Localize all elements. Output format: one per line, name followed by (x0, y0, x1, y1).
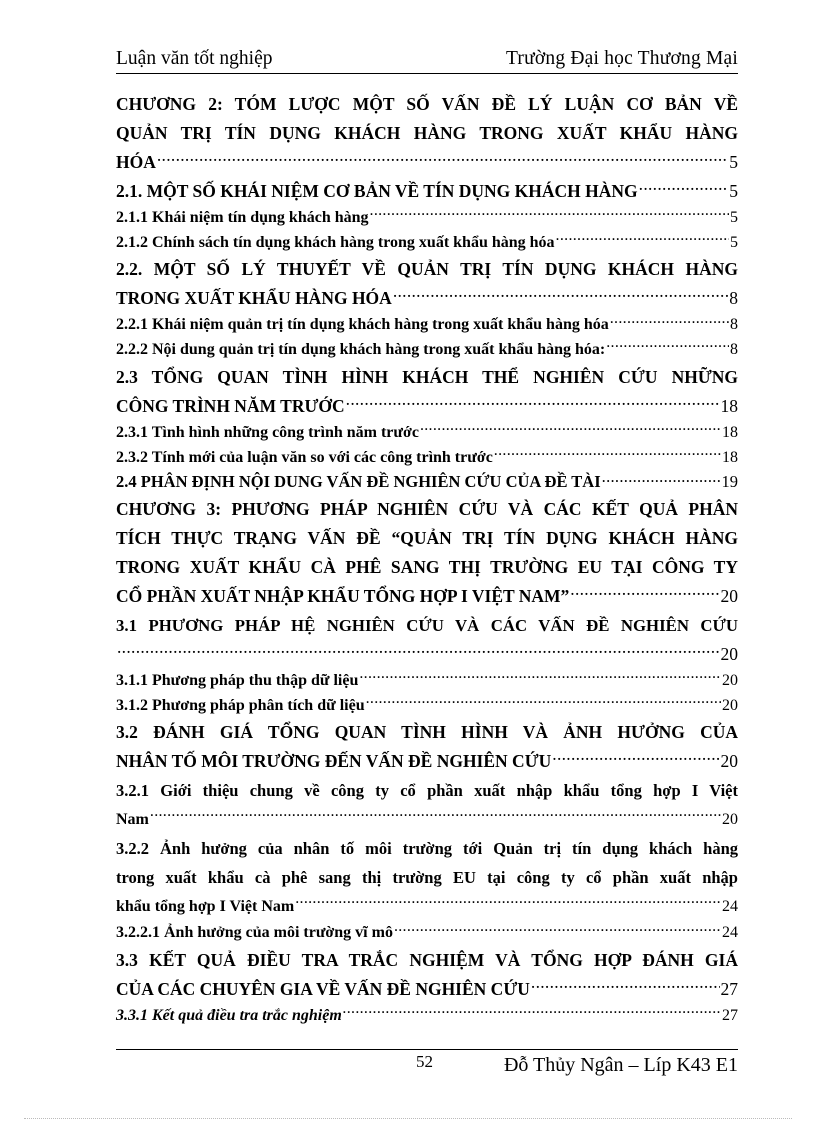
toc-section-2-4[interactable] (116, 470, 738, 495)
toc-page-number: 24 (722, 924, 738, 942)
toc-entry-title: CỔ PHẦN XUẤT NHẬP KHẨU TỔNG HỢP I VIỆT NAM” (116, 585, 570, 606)
toc-section-3-3-line-2[interactable] (116, 975, 738, 1004)
toc-entry-title: 2.2.1 Khái niệm quản trị tín dụng khách hàng trong xuất khẩu hàng hóa (116, 316, 609, 334)
toc-page-number: 5 (729, 152, 738, 172)
toc-page-number: 8 (730, 341, 738, 359)
toc-section-2-2-1[interactable] (116, 313, 738, 338)
leader-dots (552, 750, 719, 768)
leader-dots (394, 921, 721, 937)
toc-section-3-1-line-1: 3.1 PHƯƠNG PHÁP HỆ NGHIÊN CỨU VÀ CÁC VẤN ĐỀ NGHIÊN CỨU (116, 615, 738, 635)
header-rule (116, 73, 738, 74)
toc-page-number: 20 (720, 751, 738, 772)
toc-chapter-3-line-1: CHƯƠNG 3: PHƯƠNG PHÁP NGHIÊN CỨU VÀ CÁC KẾT QUẢ PHÂN (116, 498, 738, 519)
toc-section-3-1-2[interactable] (116, 694, 738, 719)
toc-entry-title: 2.4 PHÂN ĐỊNH NỘI DUNG VẤN ĐỀ NGHIÊN CỨU CỦA ĐỀ TÀI (116, 472, 601, 492)
toc-entry-title: 3.3.1 Kết quả điều tra trắc nghiệm (116, 1007, 342, 1025)
toc-entry-title: 2.1.1 Khái niệm tín dụng khách hàng (116, 209, 369, 226)
leader-dots (602, 471, 721, 488)
toc-section-3-2-line-2[interactable] (116, 747, 738, 776)
toc-page-number: 24 (722, 898, 738, 916)
leader-dots (494, 446, 721, 462)
toc-section-3-2-2-line-2: trong xuất khẩu cà phê sang thị trường EU tại công ty cổ phần xuất nhập (116, 868, 738, 888)
toc-section-3-2-line-1: 3.2 ĐÁNH GIÁ TỔNG QUAN TÌNH HÌNH VÀ ẢNH HƯỞNG CỦA (116, 722, 738, 743)
toc-entry-title: HÓA (116, 152, 156, 172)
toc-section-3-3-1[interactable] (116, 1004, 738, 1029)
toc-section-3-2-2-line-1: 3.2.2 Ảnh hưởng của nhân tố môi trường tới Quản trị tín dụng khách hàng (116, 839, 738, 859)
leader-dots (343, 1004, 721, 1020)
page-footer (116, 1052, 738, 1082)
toc-section-3-3-line-1: 3.3 KẾT QUẢ ĐIỀU TRA TRẮC NGHIỆM VÀ TỔNG HỢP ĐÁNH GIÁ (116, 950, 738, 971)
toc-entry-title: 2.3.2 Tính mới của luận văn so với các công trình trước (116, 448, 493, 466)
leader-dots (346, 394, 720, 412)
toc-page-number: 20 (722, 671, 738, 689)
toc-section-2-3-line-1: 2.3 TỔNG QUAN TÌNH HÌNH KHÁCH THỂ NGHIÊN CỨU NHỮNG (116, 366, 738, 387)
toc-section-2-1[interactable] (116, 177, 738, 206)
page-edge-divider (24, 1118, 792, 1119)
toc-entry-title: CỦA CÁC CHUYÊN GIA VỀ VẤN ĐỀ NGHIÊN CỨU (116, 979, 530, 1000)
toc-section-2-1-1[interactable] (116, 206, 738, 231)
toc-chapter-2-line-2: QUẢN TRỊ TÍN DỤNG KHÁCH HÀNG TRONG XUẤT KHẨU HÀNG (116, 123, 738, 143)
leader-dots (639, 180, 729, 198)
toc-section-2-3-2[interactable] (116, 446, 738, 471)
toc-chapter-3-line-2: TÍCH THỰC TRẠNG VẤN ĐỀ “QUẢN TRỊ TÍN DỤNG KHÁCH HÀNG (116, 527, 738, 548)
toc-entry-title: 2.3.1 Tình hình những công trình năm trước (116, 423, 419, 441)
toc-entry-title: NHÂN TỐ MÔI TRƯỜNG ĐẾN VẤN ĐỀ NGHIÊN CỨU (116, 751, 552, 772)
toc-page-number: 18 (720, 395, 738, 416)
toc-section-3-2-2-line-3[interactable] (116, 892, 738, 921)
leader-dots (393, 287, 728, 305)
toc-page-number: 20 (722, 696, 738, 714)
leader-dots (610, 313, 729, 329)
footer-rule (116, 1049, 738, 1050)
toc-entry-title: 2.1.2 Chính sách tín dụng khách hàng trong xuất khẩu hàng hóa (116, 233, 555, 251)
toc-entry-title: Nam (116, 811, 149, 829)
toc-page-number: 27 (720, 979, 738, 1000)
toc-section-2-2-line-2[interactable] (116, 284, 738, 313)
toc-section-2-3-line-2[interactable] (116, 392, 738, 421)
header-left-text: Luận văn tốt nghiệp (116, 48, 273, 69)
toc-entry-title: 2.1. MỘT SỐ KHÁI NIỆM CƠ BẢN VỀ TÍN DỤNG KHÁCH HÀNG (116, 181, 638, 201)
toc-page-number: 8 (729, 288, 738, 309)
toc-page-number: 20 (722, 811, 738, 829)
toc-page-number: 18 (722, 448, 738, 466)
toc-entry-title: 3.2.2.1 Ảnh hưởng của môi trường vĩ mô (116, 924, 393, 942)
toc-entry-title: TRONG XUẤT KHẨU HÀNG HÓA (116, 288, 392, 309)
toc-page-number: 18 (722, 423, 738, 441)
toc-section-3-2-1-line-1: 3.2.1 Giới thiệu chung về công ty cổ phần xuất nhập khẩu tổng hợp I Việt (116, 781, 738, 801)
leader-dots (606, 338, 729, 354)
toc-section-2-3-1[interactable] (116, 421, 738, 446)
toc-page-number: 20 (720, 643, 738, 664)
leader-dots (359, 669, 721, 685)
toc-page-number: 5 (729, 181, 738, 201)
toc-page-number: 19 (721, 472, 738, 492)
leader-dots (150, 808, 721, 824)
toc-page-number: 5 (730, 209, 738, 226)
leader-dots (157, 151, 728, 169)
toc-section-2-2-line-1: 2.2. MỘT SỐ LÝ THUYẾT VỀ QUẢN TRỊ TÍN DỤNG KHÁCH HÀNG (116, 259, 738, 280)
toc-section-2-2-2[interactable] (116, 338, 738, 363)
toc-page-number: 20 (720, 585, 738, 606)
leader-dots (117, 642, 720, 660)
leader-dots (570, 584, 719, 602)
toc-chapter-3-line-3: TRONG XUẤT KHẨU CÀ PHÊ SANG THỊ TRƯỜNG EU TẠI CÔNG TY (116, 556, 738, 577)
leader-dots (370, 206, 729, 222)
toc-section-3-2-2-1[interactable] (116, 921, 738, 946)
leader-dots (556, 231, 729, 247)
page-number: 52 (416, 1052, 433, 1071)
toc-entry-title: 3.1.1 Phương pháp thu thập dữ liệu (116, 671, 359, 689)
header-right-text: Trường Đại học Thương Mại (505, 48, 738, 69)
toc-chapter-3-line-4[interactable] (116, 582, 738, 611)
toc-section-3-2-1-line-2[interactable] (116, 805, 738, 834)
toc-chapter-2-line-3[interactable] (116, 148, 738, 177)
toc-section-2-1-2[interactable] (116, 231, 738, 256)
toc-page-number: 27 (722, 1007, 738, 1025)
toc-entry-title: khẩu tổng hợp I Việt Nam (116, 898, 295, 916)
toc-section-3-1-line-2[interactable] (116, 640, 738, 669)
leader-dots (366, 694, 721, 710)
table-of-contents (116, 90, 738, 1029)
toc-section-3-1-1[interactable] (116, 669, 738, 694)
toc-chapter-2-line-1: CHƯƠNG 2: TÓM LƯỢC MỘT SỐ VẤN ĐỀ LÝ LUẬN CƠ BẢN VỀ (116, 94, 738, 114)
leader-dots (531, 978, 720, 996)
toc-page-number: 5 (730, 233, 738, 251)
footer-author: Đỗ Thủy Ngân – Líp K43 E1 (503, 1054, 738, 1076)
page-header (116, 44, 738, 74)
toc-page-number: 8 (730, 316, 738, 334)
toc-entry-title: 3.1.2 Phương pháp phân tích dữ liệu (116, 696, 365, 714)
leader-dots (420, 421, 721, 437)
leader-dots (295, 895, 721, 911)
toc-entry-title: CÔNG TRÌNH NĂM TRƯỚC (116, 395, 345, 416)
toc-entry-title: 2.2.2 Nội dung quản trị tín dụng khách hàng trong xuất khẩu hàng hóa: (116, 341, 606, 359)
